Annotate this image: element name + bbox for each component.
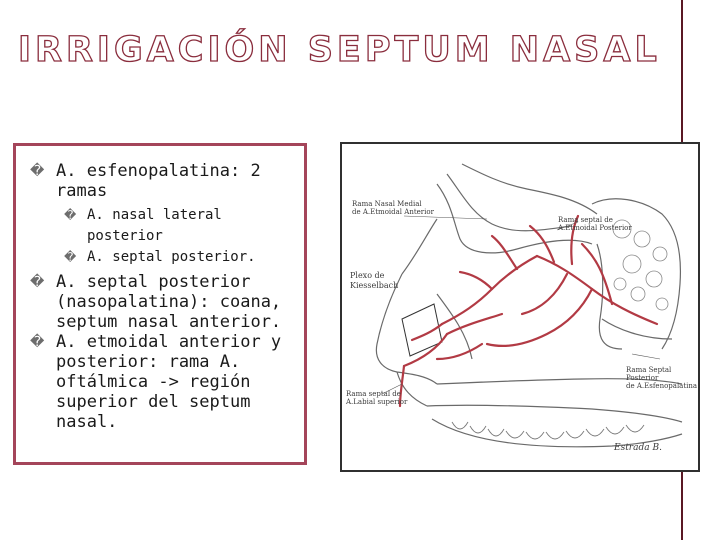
bullet-marker-icon: �	[30, 163, 45, 179]
bullet-marker-icon: �	[64, 208, 77, 222]
bullet-marker-icon: �	[30, 274, 45, 290]
content-text-box	[13, 143, 307, 465]
bullet-item	[30, 161, 304, 201]
label-rama-septal-etmoidal: Rama septal de A.Etmoidal Posterior	[558, 216, 632, 232]
bullet-text: A. septal posterior (nasopalatina): coana, septum nasal anterior.	[56, 272, 282, 332]
anatomy-drawing	[342, 144, 698, 470]
bullet-text: A. esfenopalatina: 2 ramas	[56, 161, 261, 201]
label-rama-septal-esfenopalatina: Rama Septal Posterior de A.Esfenopalatina	[626, 366, 698, 390]
sub-bullet-item	[30, 205, 304, 247]
label-plexo-kiesselbach: Plexo de Kiesselbach	[350, 271, 399, 290]
bullet-item	[30, 332, 304, 432]
nasal-septum-illustration	[340, 142, 700, 472]
bullet-text: A. etmoidal anterior y posterior: rama A. oftálmica -> región superior del septum nasal.	[56, 332, 282, 432]
label-rama-nasal-medial: Rama Nasal Medial de A.Etmoidal Anterior	[352, 200, 434, 216]
sub-bullet-text: A. nasal lateral posterior	[87, 207, 222, 244]
artist-signature: Estrada B.	[614, 443, 662, 453]
bullet-marker-icon: �	[30, 334, 45, 350]
sub-bullet-list	[30, 205, 304, 268]
bullet-marker-icon: �	[64, 250, 77, 264]
bullet-item	[30, 272, 304, 332]
sub-bullet-item	[30, 247, 304, 268]
slide-title: IRRIGACIÓN SEPTUM NASAL	[18, 30, 661, 70]
label-rama-septal-labial: Rama septal de A.Labial superior	[346, 390, 408, 406]
sub-bullet-text: A. septal posterior.	[87, 249, 256, 265]
